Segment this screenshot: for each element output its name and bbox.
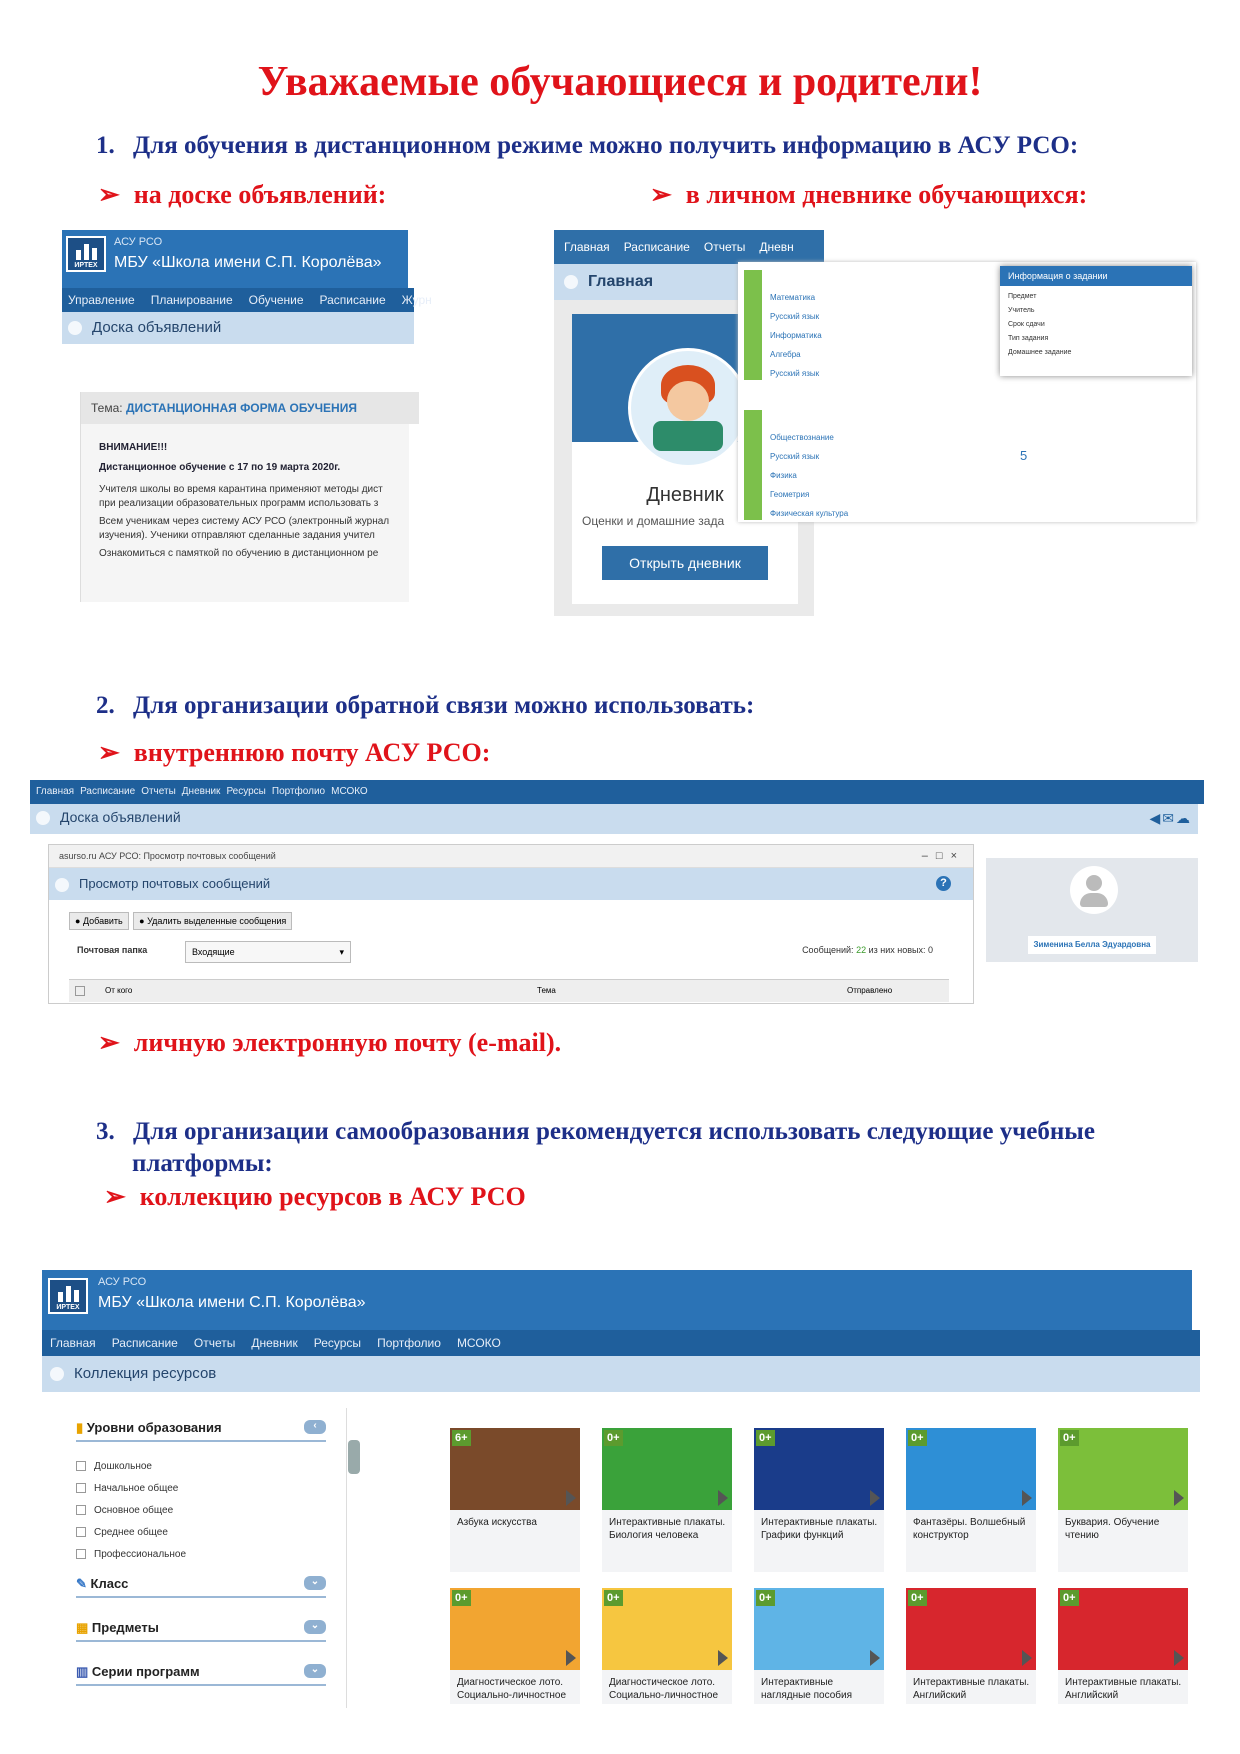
- main-nav: [42, 1330, 1200, 1356]
- bullet-diary-text: в личном дневнике обучающихся:: [685, 180, 1088, 209]
- diary-nav: [554, 230, 824, 264]
- back-arrow-icon[interactable]: [50, 1367, 64, 1381]
- play-icon[interactable]: [1022, 1650, 1032, 1666]
- announcement-text: изучения). Ученики отправляют сделанные задания учител: [99, 530, 375, 541]
- arrow-icon: ➢: [650, 180, 672, 209]
- nav-item[interactable]: Отчеты: [141, 786, 176, 797]
- announcement-attention: ВНИМАНИЕ!!!: [99, 442, 168, 453]
- breadcrumb: [62, 312, 414, 344]
- add-message-button[interactable]: ● Добавить: [69, 912, 129, 930]
- play-icon[interactable]: [718, 1650, 728, 1666]
- mail-icon[interactable]: ✉: [1162, 810, 1176, 826]
- system-name: АСУ РСО: [98, 1276, 147, 1288]
- portal-header: [62, 230, 408, 288]
- profile-card: [986, 858, 1198, 962]
- minimize-icon[interactable]: –: [921, 850, 936, 862]
- chevron-down-icon[interactable]: ⌄: [304, 1620, 326, 1634]
- panel-toggle-icon[interactable]: [348, 1440, 360, 1474]
- announcement-topic: Тема: ДИСТАНЦИОННАЯ ФОРМА ОБУЧЕНИЯ: [81, 392, 419, 424]
- breadcrumb: [42, 1356, 1200, 1392]
- mail-toolbar: [69, 911, 292, 930]
- lessons-list: Математика Русский язык Информатика Алгебра Русский язык: [770, 293, 822, 378]
- main-nav: [30, 780, 1204, 804]
- back-arrow-icon[interactable]: [55, 878, 69, 892]
- bullet-board: [98, 180, 386, 210]
- announcement-dates: Дистанционное обучение с 17 по 19 марта 2020г.: [99, 462, 341, 473]
- age-rating-badge: 0+: [604, 1590, 623, 1606]
- announcement-card: [80, 392, 409, 602]
- column-sent[interactable]: Отправлено: [847, 986, 893, 995]
- section-3-heading-cont: платформы:: [132, 1150, 273, 1177]
- day-strip: [744, 410, 762, 520]
- mail-window-titlebar: [49, 845, 973, 868]
- age-rating-badge: 0+: [604, 1430, 623, 1446]
- section-3-heading: [96, 1118, 1095, 1146]
- resource-caption[interactable]: Интерактивные плакаты. Английский: [913, 1677, 1030, 1701]
- resource-card[interactable]: [602, 1428, 732, 1572]
- diary-week-screenshot: [738, 262, 1196, 522]
- school-name: МБУ «Школа имени С.П. Королёва»: [114, 254, 382, 271]
- resource-card[interactable]: [754, 1428, 884, 1572]
- mark-value: 5: [1020, 448, 1028, 463]
- resource-caption[interactable]: Интерактивные плакаты. Биология человека: [609, 1517, 726, 1541]
- system-name: АСУ РСО: [114, 236, 163, 248]
- nav-item[interactable]: Дневник: [181, 786, 221, 797]
- back-arrow-icon[interactable]: [564, 275, 578, 289]
- section-1-heading: [96, 132, 1078, 160]
- column-from[interactable]: От кого: [105, 986, 133, 995]
- open-diary-button[interactable]: Открыть дневник: [602, 546, 768, 580]
- books-icon: ▥: [76, 1664, 89, 1679]
- nav-item[interactable]: Ресурсы: [226, 786, 266, 797]
- resource-card[interactable]: [1058, 1588, 1188, 1704]
- level-option[interactable]: Профессиональное: [76, 1544, 186, 1566]
- window-controls[interactable]: [922, 845, 965, 867]
- level-option[interactable]: Основное общее: [76, 1500, 186, 1522]
- level-option[interactable]: Дошкольное: [76, 1456, 186, 1478]
- student-avatar-icon: [628, 348, 748, 468]
- window-title: asurso.ru АСУ РСО: Просмотр почтовых сообщений: [59, 851, 276, 861]
- bullet-diary: [650, 180, 1087, 210]
- play-icon[interactable]: [870, 1490, 880, 1506]
- nav-item[interactable]: Расписание: [111, 1336, 178, 1350]
- nav-item[interactable]: Расписание: [319, 293, 386, 307]
- school-name: МБУ «Школа имени С.П. Королёва»: [98, 1294, 366, 1311]
- folder-select[interactable]: Входящие ▾: [185, 941, 351, 963]
- resources-screenshot: [42, 1270, 1192, 1392]
- play-icon[interactable]: [1174, 1490, 1184, 1506]
- levels-list: [76, 1456, 186, 1566]
- chevron-down-icon[interactable]: ⌄: [304, 1576, 326, 1590]
- collapse-icon[interactable]: ‹: [304, 1420, 326, 1434]
- resource-caption[interactable]: Интерактивные наглядные пособия: [761, 1677, 853, 1701]
- arrow-icon: ➢: [98, 180, 120, 209]
- task-info-panel: [1000, 266, 1192, 376]
- portal-header: [42, 1270, 1192, 1330]
- megaphone-icon[interactable]: ◀: [1149, 810, 1163, 826]
- lessons-list: Обществознание Русский язык Физика Геометрия Физическая культура: [770, 433, 849, 518]
- main-nav: [62, 288, 432, 312]
- bullet-resources: [104, 1182, 526, 1212]
- section-3-number: 3.: [96, 1118, 115, 1145]
- age-rating-badge: 6+: [452, 1430, 471, 1446]
- user-avatar-icon: [1070, 866, 1118, 914]
- mail-portal-bar: [30, 780, 1198, 834]
- age-rating-badge: 0+: [908, 1430, 927, 1446]
- section-2-number: 2.: [96, 692, 115, 719]
- resource-caption[interactable]: Азбука искусства: [457, 1517, 537, 1528]
- chart-icon: ▮: [76, 1420, 84, 1435]
- age-rating-badge: 0+: [756, 1590, 775, 1606]
- section-3-text: Для организации самообразования рекомендуется использовать следующие учебные: [133, 1118, 1095, 1145]
- nav-item[interactable]: Планирование: [150, 293, 233, 307]
- announcement-text: Всем ученикам через систему АСУ РСО (электронный журнал: [99, 516, 390, 527]
- filter-levels-title[interactable]: ▮ Уровни образования ‹: [76, 1420, 326, 1442]
- age-rating-badge: 0+: [1060, 1430, 1079, 1446]
- resource-card[interactable]: [754, 1588, 884, 1704]
- mail-header: [49, 868, 973, 900]
- toolbar-icons[interactable]: [1149, 810, 1192, 827]
- diary-label: Дневник: [646, 484, 724, 506]
- nav-item[interactable]: Отчеты: [193, 1336, 236, 1350]
- nav-item[interactable]: Главная: [36, 786, 75, 797]
- maximize-icon[interactable]: □: [935, 850, 951, 862]
- announcement-link[interactable]: Ознакомиться с памяткой по обучению в дистанционном ре: [99, 548, 379, 559]
- filter-subjects[interactable]: ▦ Предметы ⌄: [76, 1620, 326, 1642]
- profile-name[interactable]: Зименина Белла Эдуардовна: [1028, 936, 1156, 954]
- mail-header-label: Просмотр почтовых сообщений: [79, 876, 271, 891]
- resource-caption[interactable]: Интерактивные плакаты. Английский: [1065, 1677, 1182, 1701]
- section-2-heading: [96, 692, 754, 720]
- task-info-fields: Предмет Учитель Срок сдачи Тип задания Домашнее задание: [1008, 293, 1072, 356]
- filter-class[interactable]: ✎ Класс ⌄: [76, 1576, 326, 1598]
- level-option[interactable]: Начальное общее: [76, 1478, 186, 1500]
- help-icon[interactable]: ?: [936, 876, 951, 891]
- resource-caption[interactable]: Диагностическое лото. Социально-личностное: [457, 1677, 567, 1701]
- back-arrow-icon[interactable]: [36, 811, 50, 825]
- bullet-email-text: личную электронную почту (e-mail).: [133, 1028, 562, 1057]
- nav-item[interactable]: Управление: [68, 293, 135, 307]
- task-info-title: Информация о задании: [1000, 266, 1192, 286]
- arrow-icon: ➢: [98, 1028, 120, 1057]
- age-rating-badge: 0+: [1060, 1590, 1079, 1606]
- nav-item[interactable]: МСОКО: [456, 1336, 501, 1350]
- nav-item[interactable]: Обучение: [248, 293, 304, 307]
- play-icon[interactable]: [1022, 1490, 1032, 1506]
- play-icon[interactable]: [1174, 1650, 1184, 1666]
- resource-card[interactable]: [450, 1588, 580, 1704]
- chevron-down-icon: ▾: [339, 947, 344, 957]
- section-2-text: Для организации обратной связи можно использовать:: [133, 692, 755, 719]
- breadcrumb-label: Главная: [588, 273, 654, 290]
- page-title: Уважаемые обучающиеся и родители!: [257, 59, 983, 105]
- select-all-checkbox[interactable]: [75, 986, 85, 996]
- pencil-icon: ✎: [76, 1576, 87, 1591]
- section-1-text: Для обучения в дистанционном режиме можно получить информацию в АСУ РСО:: [133, 132, 1079, 159]
- age-rating-badge: 0+: [452, 1590, 471, 1606]
- section-1-number: 1.: [96, 132, 115, 159]
- play-icon[interactable]: [718, 1490, 728, 1506]
- nav-item[interactable]: Расписание: [623, 240, 690, 254]
- bullet-board-text: на доске объявлений:: [133, 180, 387, 209]
- resource-card[interactable]: [906, 1588, 1036, 1704]
- play-icon[interactable]: [870, 1650, 880, 1666]
- blocks-icon: ▦: [76, 1620, 89, 1635]
- announcement-text: при реализации образовательных программ использовать з: [99, 498, 379, 509]
- nav-item[interactable]: Главная: [564, 240, 610, 254]
- resource-caption[interactable]: Интерактивные плакаты. Графики функций: [761, 1517, 878, 1541]
- resource-card[interactable]: [1058, 1428, 1188, 1572]
- back-arrow-icon[interactable]: [68, 321, 82, 335]
- breadcrumb-label: Доска объявлений: [60, 809, 181, 825]
- irtech-logo-icon: ИРТЕХ: [66, 236, 106, 272]
- close-icon[interactable]: ×: [950, 850, 965, 862]
- bullet-mail-text: внутреннюю почту АСУ РСО:: [133, 738, 491, 767]
- arrow-icon: ➢: [104, 1182, 126, 1211]
- age-rating-badge: 0+: [756, 1430, 775, 1446]
- filter-series[interactable]: ▥ Серии программ ⌄: [76, 1664, 326, 1686]
- folder-label: Почтовая папка: [77, 945, 148, 955]
- nav-item-active[interactable]: Дневник: [251, 1330, 297, 1358]
- board-screenshot: [62, 230, 432, 344]
- day-strip: [744, 270, 762, 380]
- irtech-logo-icon: ИРТЕХ: [48, 1278, 88, 1314]
- breadcrumb-label: Коллекция ресурсов: [74, 1365, 217, 1382]
- message-count: Сообщений: 22 из них новых: 0: [802, 945, 933, 955]
- breadcrumb: [36, 809, 181, 825]
- nav-item[interactable]: Журн: [401, 293, 432, 307]
- column-subject[interactable]: Тема: [537, 986, 556, 995]
- resource-card[interactable]: [906, 1428, 1036, 1572]
- arrow-icon: ➢: [98, 738, 120, 767]
- level-option[interactable]: Среднее общее: [76, 1522, 186, 1544]
- bullet-email: [98, 1028, 561, 1058]
- age-rating-badge: 0+: [908, 1590, 927, 1606]
- nav-item[interactable]: Главная: [50, 1336, 96, 1350]
- diary-subtitle: Оценки и домашние зада: [582, 514, 725, 528]
- bullet-resources-text: коллекцию ресурсов в АСУ РСО: [139, 1182, 526, 1211]
- resource-card[interactable]: [602, 1588, 732, 1704]
- resource-caption[interactable]: Буквария. Обучение чтению: [1065, 1517, 1160, 1541]
- filter-panel: [64, 1408, 347, 1708]
- nav-item[interactable]: Портфолио: [377, 1336, 441, 1350]
- nav-item[interactable]: Ресурсы: [313, 1336, 362, 1350]
- nav-item[interactable]: Дневн: [759, 240, 794, 254]
- nav-item[interactable]: Портфолио: [271, 786, 326, 797]
- play-icon[interactable]: [566, 1490, 576, 1506]
- nav-item[interactable]: Отчеты: [703, 240, 746, 254]
- resource-caption[interactable]: Диагностическое лото. Социально-личностное: [609, 1677, 719, 1701]
- delete-selected-button[interactable]: ● Удалить выделенные сообщения: [133, 912, 292, 930]
- bullet-mail: [98, 738, 490, 768]
- announcement-text: Учителя школы во время карантина применяют методы дист: [99, 484, 383, 495]
- nav-item[interactable]: Расписание: [80, 786, 136, 797]
- nav-item[interactable]: МСОКО: [331, 786, 368, 797]
- resource-caption[interactable]: Фантазёры. Волшебный конструктор: [913, 1517, 1026, 1541]
- chat-icon[interactable]: ☁: [1176, 810, 1192, 826]
- resource-card[interactable]: [450, 1428, 580, 1572]
- breadcrumb-label: Доска объявлений: [92, 319, 222, 336]
- mail-table-header: [69, 979, 949, 1002]
- mail-window: [48, 844, 974, 1004]
- play-icon[interactable]: [566, 1650, 576, 1666]
- chevron-down-icon[interactable]: ⌄: [304, 1664, 326, 1678]
